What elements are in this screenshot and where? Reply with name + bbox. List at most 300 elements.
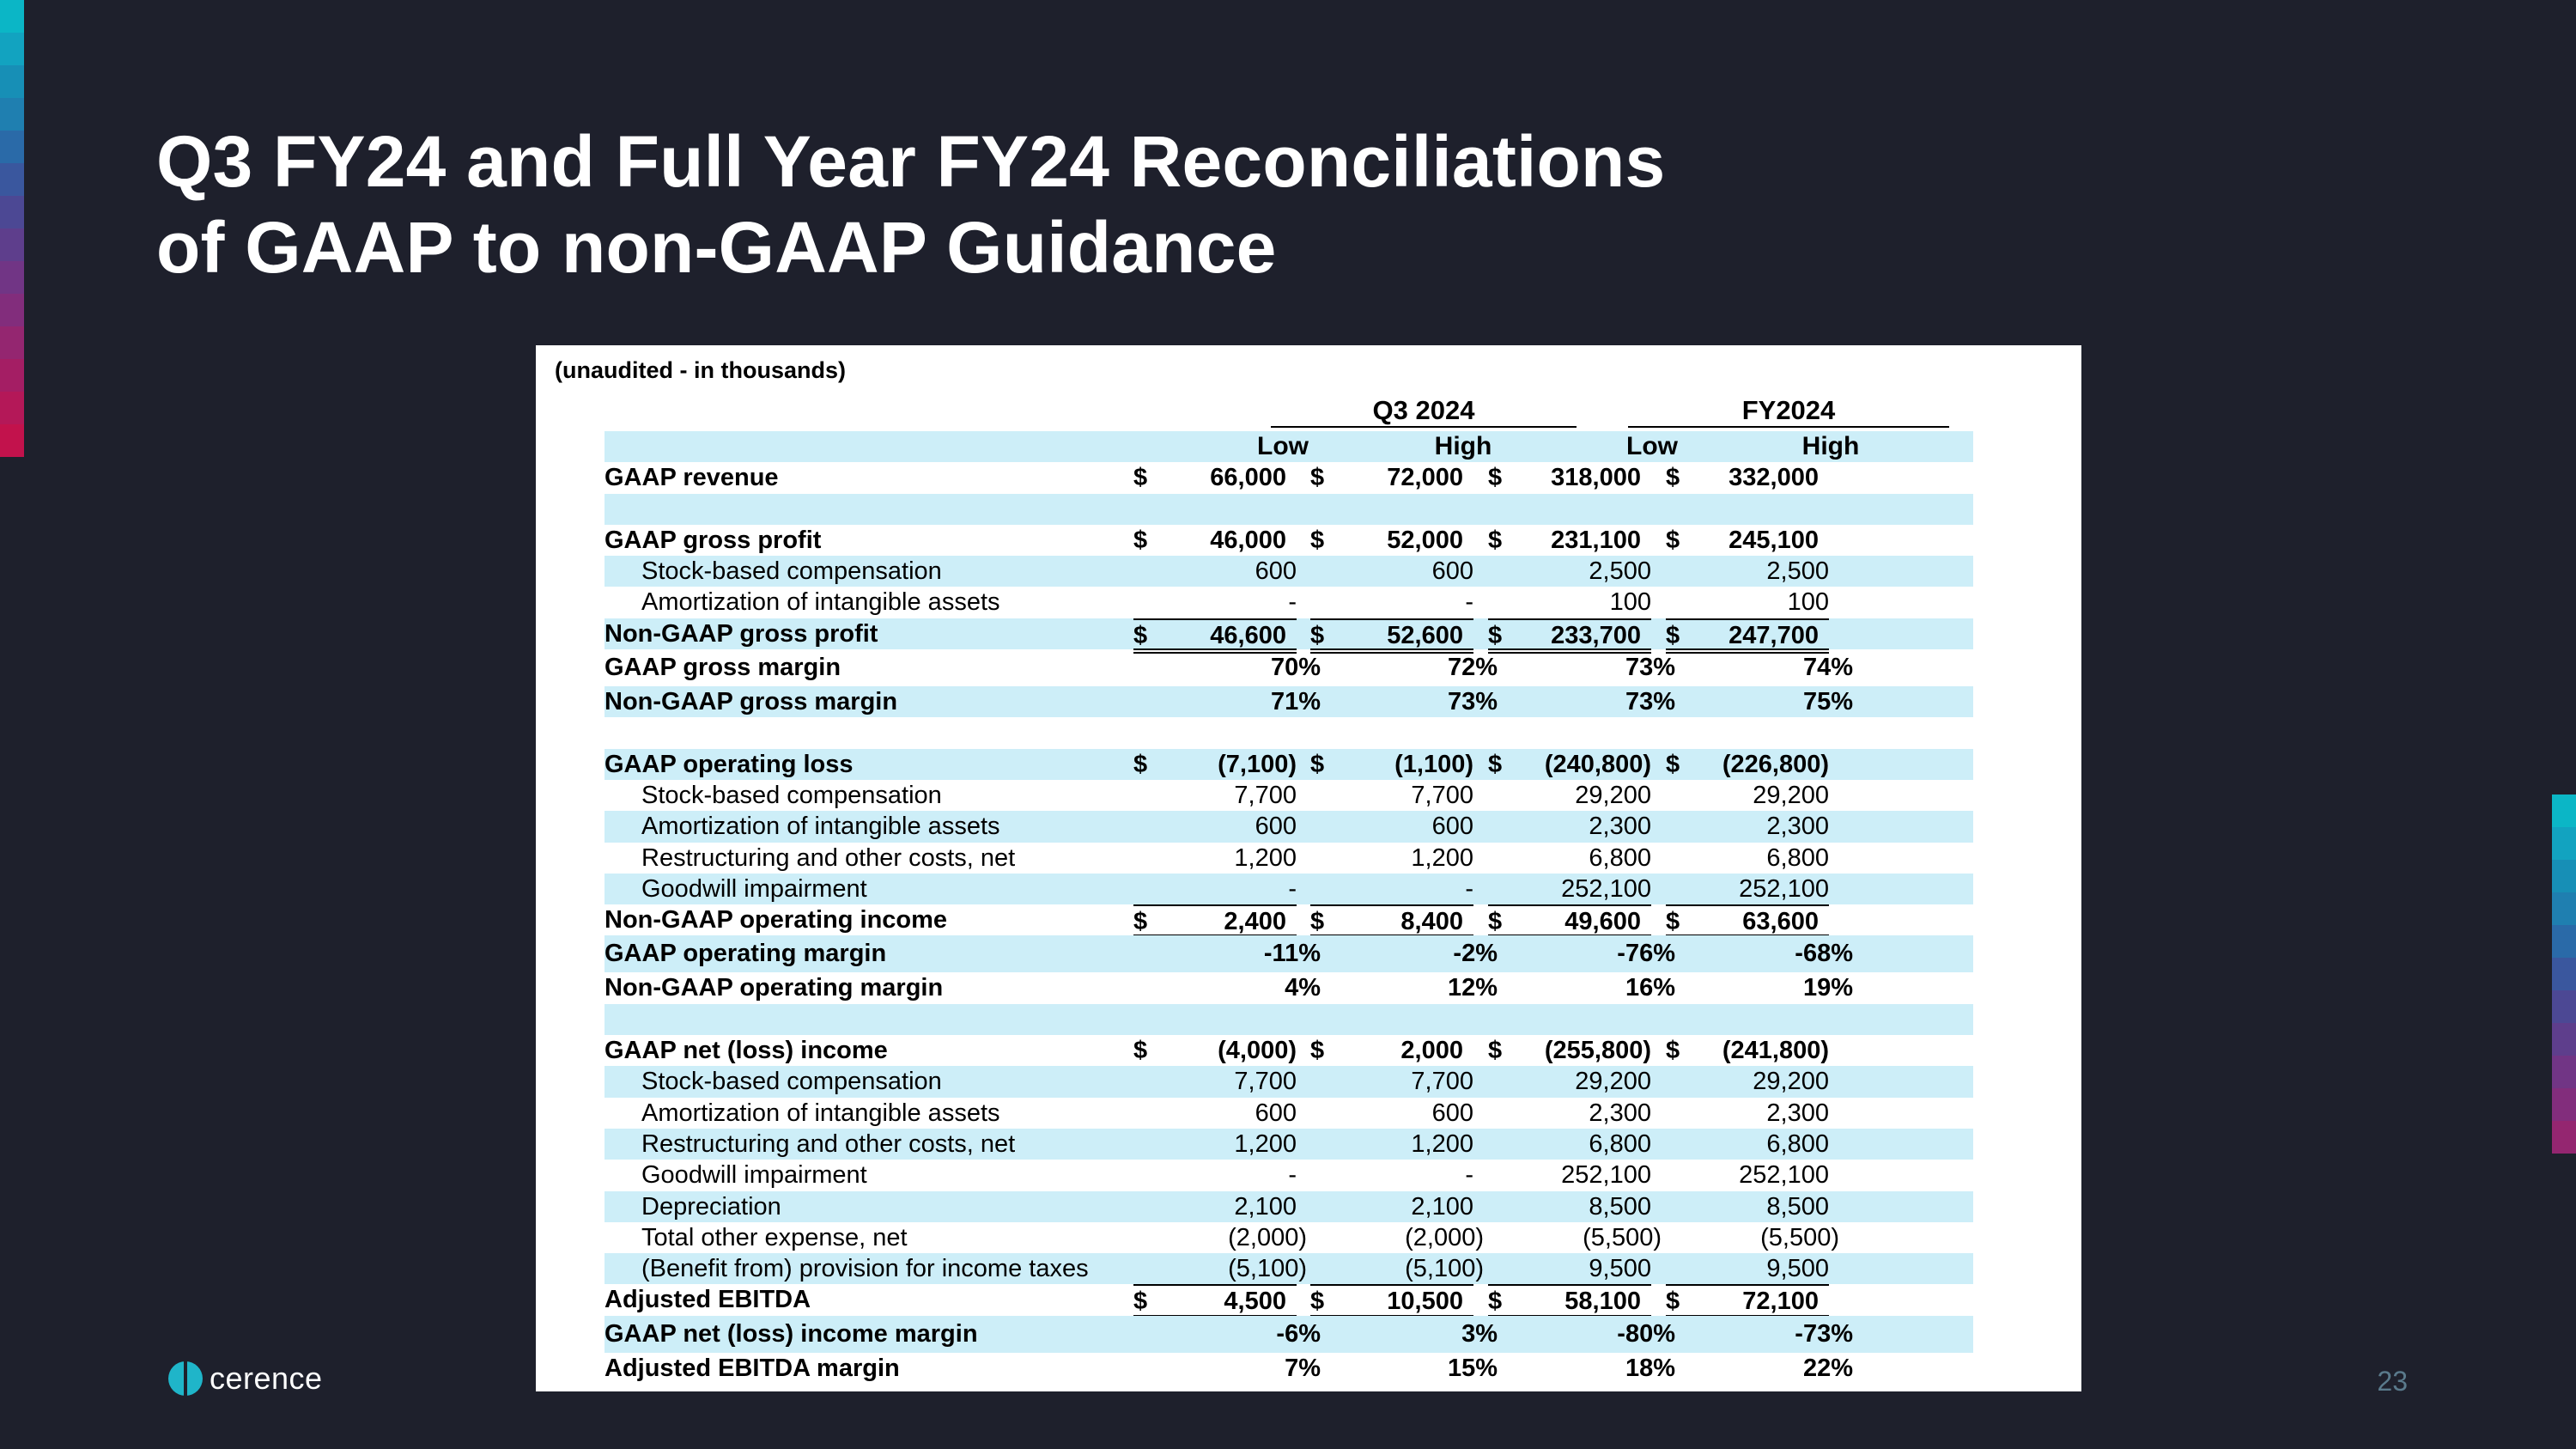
- value-cell: [1310, 1222, 1484, 1253]
- row-label: GAAP net (loss) income: [605, 1037, 888, 1065]
- cell-value: 52,000: [1387, 526, 1463, 554]
- cell-value: 63,600: [1742, 908, 1819, 936]
- row-label: Restructuring and other costs, net: [641, 1129, 1016, 1158]
- value-cell: [1310, 1191, 1473, 1222]
- value-cell: [1666, 1222, 1839, 1253]
- stripe-segment: [0, 196, 24, 228]
- reconciliation-table-panel: [536, 345, 2081, 1391]
- table-row: [605, 649, 1973, 686]
- cell-value: (5,500): [1760, 1223, 1839, 1251]
- value-cell: [1488, 780, 1651, 811]
- value-cell: [1666, 587, 1829, 618]
- stripe-segment: [2552, 1121, 2576, 1154]
- cerence-logo: [168, 1361, 323, 1397]
- currency-symbol: $: [1666, 464, 1680, 492]
- value-cell: [1133, 618, 1297, 651]
- stripe-segment: [2552, 925, 2576, 958]
- cell-value: 52,600: [1387, 621, 1463, 649]
- right-color-stripe: [2552, 795, 2576, 1154]
- table-row: [605, 525, 1973, 556]
- value-cell: [1310, 649, 1498, 686]
- currency-symbol: $: [1488, 464, 1503, 492]
- cell-value: 1,200: [1411, 1129, 1473, 1158]
- cell-value: 7,700: [1234, 781, 1297, 809]
- currency-symbol: $: [1488, 1288, 1503, 1316]
- value-cell: [1133, 1066, 1297, 1097]
- cell-value: 73%: [1625, 688, 1675, 716]
- cell-value: (7,100): [1218, 750, 1297, 778]
- value-cell: [1133, 811, 1297, 842]
- cell-value: (4,000): [1218, 1037, 1297, 1065]
- cell-value: 3%: [1461, 1319, 1498, 1348]
- cell-value: 2,300: [1766, 813, 1829, 841]
- cell-value: 1,200: [1234, 1129, 1297, 1158]
- currency-symbol: $: [1666, 908, 1680, 936]
- cell-value: 252,100: [1739, 874, 1829, 903]
- stripe-segment: [0, 131, 24, 163]
- row-label: Goodwill impairment: [641, 874, 867, 903]
- cell-value: 18%: [1625, 1354, 1675, 1382]
- currency-symbol: $: [1133, 464, 1148, 492]
- cell-value: 29,200: [1575, 1068, 1651, 1096]
- cell-value: 6,800: [1766, 1129, 1829, 1158]
- group-header-q3-2024: Q3 2024: [1271, 395, 1577, 428]
- currency-symbol: $: [1488, 750, 1503, 778]
- row-label: Goodwill impairment: [641, 1161, 867, 1190]
- value-cell: [1310, 587, 1473, 618]
- currency-symbol: $: [1133, 1288, 1148, 1316]
- row-label: Adjusted EBITDA: [605, 1286, 811, 1314]
- cell-value: 2,100: [1411, 1192, 1473, 1221]
- row-label: GAAP revenue: [605, 464, 779, 492]
- value-cell: [1133, 1035, 1297, 1066]
- currency-symbol: $: [1666, 621, 1680, 649]
- row-label: Stock-based compensation: [641, 1068, 942, 1096]
- group-header-fy2024: FY2024: [1628, 395, 1949, 428]
- cell-value: 318,000: [1551, 464, 1641, 492]
- value-cell: [1666, 462, 1829, 493]
- currency-symbol: $: [1133, 1037, 1148, 1065]
- cell-value: 233,700: [1551, 621, 1641, 649]
- cell-value: 73%: [1447, 688, 1498, 716]
- cell-value: 7%: [1285, 1354, 1321, 1382]
- currency-symbol: $: [1666, 526, 1680, 554]
- value-cell: [1666, 1316, 1853, 1353]
- value-cell: [1133, 525, 1297, 556]
- cell-value: 19%: [1802, 974, 1853, 1002]
- cell-value: 2,300: [1589, 1099, 1651, 1127]
- cell-value: 7,700: [1411, 1068, 1473, 1096]
- cell-value: 600: [1255, 557, 1297, 586]
- row-label: Amortization of intangible assets: [641, 588, 1000, 617]
- cell-value: -: [1465, 874, 1473, 903]
- left-color-stripe: [0, 0, 24, 457]
- cell-value: 9,500: [1589, 1255, 1651, 1283]
- value-cell: [1666, 556, 1829, 587]
- currency-symbol: $: [1310, 1037, 1325, 1065]
- value-cell: [1666, 649, 1853, 686]
- row-label: Total other expense, net: [641, 1223, 908, 1251]
- value-cell: [1310, 811, 1473, 842]
- value-cell: [1133, 462, 1297, 493]
- stripe-segment: [0, 163, 24, 196]
- cell-value: 600: [1255, 1099, 1297, 1127]
- value-cell: [1310, 780, 1473, 811]
- currency-symbol: $: [1666, 1288, 1680, 1316]
- value-cell: [1310, 1353, 1498, 1384]
- value-cell: [1666, 843, 1829, 874]
- cell-value: 252,100: [1561, 1161, 1651, 1190]
- value-cell: [1133, 1222, 1307, 1253]
- cell-value: 66,000: [1210, 464, 1286, 492]
- cell-value: 29,200: [1753, 1068, 1829, 1096]
- reconciliation-table: [605, 431, 1973, 1384]
- value-cell: [1310, 972, 1498, 1003]
- value-cell: [1133, 843, 1297, 874]
- value-cell: [1488, 649, 1675, 686]
- cell-value: 7,700: [1411, 781, 1473, 809]
- currency-symbol: $: [1310, 1288, 1325, 1316]
- cell-value: 100: [1787, 588, 1829, 617]
- row-label: Depreciation: [641, 1192, 781, 1221]
- row-label: Non-GAAP operating income: [605, 906, 948, 935]
- cell-value: (5,500): [1583, 1223, 1662, 1251]
- value-cell: [1666, 525, 1829, 556]
- value-cell: [1488, 811, 1651, 842]
- table-row: [605, 1222, 1973, 1253]
- cell-value: 247,700: [1728, 621, 1819, 649]
- cell-value: 2,500: [1766, 557, 1829, 586]
- value-cell: [1488, 1066, 1651, 1097]
- currency-symbol: $: [1310, 621, 1325, 649]
- cell-value: 49,600: [1564, 908, 1641, 936]
- table-row: [605, 874, 1973, 904]
- cell-value: 58,100: [1564, 1288, 1641, 1316]
- value-cell: [1310, 1066, 1473, 1097]
- cell-value: 72%: [1447, 654, 1498, 682]
- value-cell: [1488, 462, 1651, 493]
- value-cell: [1666, 904, 1829, 937]
- cell-value: 6,800: [1766, 843, 1829, 872]
- stripe-segment: [0, 294, 24, 326]
- subheader-row: [605, 431, 1973, 462]
- stripe-segment: [2552, 892, 2576, 925]
- value-cell: [1488, 972, 1675, 1003]
- currency-symbol: $: [1488, 526, 1503, 554]
- value-cell: [1133, 1129, 1297, 1160]
- table-row: [605, 686, 1973, 717]
- value-cell: [1133, 1098, 1297, 1129]
- value-cell: [1666, 1160, 1829, 1190]
- cell-value: 4,500: [1224, 1288, 1286, 1316]
- stripe-segment: [2552, 990, 2576, 1023]
- cell-value: -2%: [1453, 940, 1498, 968]
- table-row: [605, 587, 1973, 618]
- table-row: [605, 1004, 1973, 1035]
- value-cell: [1666, 1129, 1829, 1160]
- value-cell: [1310, 556, 1473, 587]
- table-row: [605, 1353, 1973, 1384]
- value-cell: [1666, 1066, 1829, 1097]
- stripe-segment: [2552, 795, 2576, 827]
- cell-value: 46,000: [1210, 526, 1286, 554]
- subheader-high: High: [1434, 432, 1492, 460]
- row-label: GAAP operating margin: [605, 940, 887, 968]
- value-cell: [1488, 1353, 1675, 1384]
- page-title: [156, 119, 1665, 290]
- value-cell: [1133, 1160, 1297, 1190]
- cell-value: 10,500: [1387, 1288, 1463, 1316]
- value-cell: [1310, 1035, 1473, 1066]
- value-cell: [1133, 587, 1297, 618]
- row-label: (Benefit from) provision for income taxes: [641, 1255, 1089, 1283]
- table-row: [605, 462, 1973, 493]
- value-cell: [1310, 1284, 1473, 1317]
- cell-value: 245,100: [1728, 526, 1819, 554]
- value-cell: [1133, 1191, 1297, 1222]
- cell-value: 9,500: [1766, 1255, 1829, 1283]
- stripe-segment: [2552, 827, 2576, 860]
- row-label: Amortization of intangible assets: [641, 813, 1000, 841]
- cell-value: (5,100): [1405, 1255, 1484, 1283]
- stripe-segment: [0, 228, 24, 261]
- stripe-segment: [0, 261, 24, 294]
- stripe-segment: [2552, 1088, 2576, 1121]
- value-cell: [1666, 686, 1853, 717]
- value-cell: [1310, 1160, 1473, 1190]
- value-cell: [1133, 1284, 1297, 1317]
- value-cell: [1310, 686, 1498, 717]
- value-cell: [1310, 462, 1473, 493]
- currency-symbol: $: [1310, 526, 1325, 554]
- cell-value: 100: [1609, 588, 1651, 617]
- value-cell: [1310, 525, 1473, 556]
- cerence-logo-text: cerence: [210, 1361, 323, 1396]
- table-row: [605, 1316, 1973, 1353]
- value-cell: [1666, 1098, 1829, 1129]
- row-label: GAAP gross margin: [605, 654, 841, 682]
- row-label: Non-GAAP gross margin: [605, 688, 898, 716]
- cell-value: -11%: [1263, 940, 1321, 968]
- table-row: [605, 1253, 1973, 1284]
- value-cell: [1310, 1253, 1484, 1284]
- currency-symbol: $: [1133, 621, 1148, 649]
- table-row: [605, 1284, 1973, 1315]
- unaudited-note: (unaudited - in thousands): [555, 357, 846, 383]
- value-cell: [1310, 874, 1473, 904]
- cell-value: 22%: [1802, 1354, 1853, 1382]
- value-cell: [1488, 686, 1675, 717]
- row-label: Non-GAAP gross profit: [605, 619, 878, 648]
- cell-value: 75%: [1802, 688, 1853, 716]
- row-label: GAAP net (loss) income margin: [605, 1319, 978, 1348]
- table-row: [605, 935, 1973, 972]
- stripe-segment: [0, 424, 24, 457]
- page-number: 23: [2377, 1366, 2408, 1397]
- table-row: [605, 1066, 1973, 1097]
- value-cell: [1488, 525, 1651, 556]
- cell-value: -80%: [1617, 1319, 1675, 1348]
- value-cell: [1488, 904, 1651, 937]
- stripe-segment: [2552, 958, 2576, 990]
- row-label: Amortization of intangible assets: [641, 1099, 1000, 1127]
- row-label: GAAP gross profit: [605, 526, 822, 554]
- cell-value: 4%: [1285, 974, 1321, 1002]
- cell-value: 231,100: [1551, 526, 1641, 554]
- cell-value: 2,000: [1400, 1037, 1463, 1065]
- value-cell: [1488, 1191, 1651, 1222]
- currency-symbol: $: [1488, 1037, 1503, 1065]
- cell-value: 72,100: [1742, 1288, 1819, 1316]
- stripe-segment: [2552, 1023, 2576, 1056]
- stripe-segment: [0, 98, 24, 131]
- stripe-segment: [0, 326, 24, 359]
- row-label: Restructuring and other costs, net: [641, 843, 1016, 872]
- cell-value: 72,000: [1387, 464, 1463, 492]
- cell-value: 6,800: [1589, 1129, 1651, 1158]
- value-cell: [1488, 874, 1651, 904]
- cell-value: 8,500: [1589, 1192, 1651, 1221]
- value-cell: [1133, 904, 1297, 937]
- cell-value: 70%: [1270, 654, 1321, 682]
- cell-value: 12%: [1447, 974, 1498, 1002]
- table-row: [605, 1129, 1973, 1160]
- cell-value: 46,600: [1210, 621, 1286, 649]
- cell-value: -68%: [1795, 940, 1853, 968]
- table-row: [605, 1160, 1973, 1190]
- row-label: Stock-based compensation: [641, 557, 942, 586]
- cell-value: 29,200: [1753, 781, 1829, 809]
- currency-symbol: $: [1310, 908, 1325, 936]
- value-cell: [1488, 1316, 1675, 1353]
- value-cell: [1488, 749, 1651, 780]
- cell-value: 600: [1431, 1099, 1473, 1127]
- table-row: [605, 1191, 1973, 1222]
- cell-value: 252,100: [1561, 874, 1651, 903]
- cell-value: -73%: [1795, 1319, 1853, 1348]
- cell-value: 15%: [1447, 1354, 1498, 1382]
- cell-value: 8,500: [1766, 1192, 1829, 1221]
- value-cell: [1488, 843, 1651, 874]
- value-cell: [1133, 874, 1297, 904]
- value-cell: [1488, 1160, 1651, 1190]
- value-cell: [1666, 780, 1829, 811]
- cell-value: 71%: [1270, 688, 1321, 716]
- cell-value: (226,800): [1722, 750, 1829, 778]
- cell-value: 29,200: [1575, 781, 1651, 809]
- table-row: [605, 811, 1973, 842]
- cell-value: 600: [1431, 557, 1473, 586]
- row-label: GAAP operating loss: [605, 750, 854, 778]
- stripe-segment: [2552, 860, 2576, 892]
- value-cell: [1666, 1284, 1829, 1317]
- value-cell: [1488, 1129, 1651, 1160]
- subheader-low: Low: [1626, 432, 1678, 460]
- value-cell: [1310, 618, 1473, 651]
- table-row: [605, 618, 1973, 649]
- value-cell: [1488, 618, 1651, 651]
- cell-value: 600: [1431, 813, 1473, 841]
- value-cell: [1133, 780, 1297, 811]
- value-cell: [1133, 935, 1321, 972]
- value-cell: [1310, 843, 1473, 874]
- cell-value: -: [1465, 588, 1473, 617]
- cell-value: (255,800): [1544, 1037, 1651, 1065]
- currency-symbol: $: [1133, 750, 1148, 778]
- stripe-segment: [0, 359, 24, 392]
- currency-symbol: $: [1666, 750, 1680, 778]
- value-cell: [1666, 1191, 1829, 1222]
- value-cell: [1133, 649, 1321, 686]
- value-cell: [1666, 1353, 1853, 1384]
- cell-value: (2,000): [1405, 1223, 1484, 1251]
- cell-value: 8,400: [1400, 908, 1463, 936]
- title-line-1: Q3 FY24 and Full Year FY24 Reconciliations: [156, 121, 1666, 202]
- value-cell: [1666, 935, 1853, 972]
- cell-value: 252,100: [1739, 1161, 1829, 1190]
- cell-value: 16%: [1625, 974, 1675, 1002]
- value-cell: [1488, 1253, 1651, 1284]
- currency-symbol: $: [1488, 621, 1503, 649]
- value-cell: [1310, 1129, 1473, 1160]
- table-row: [605, 780, 1973, 811]
- value-cell: [1488, 1284, 1651, 1317]
- cell-value: (240,800): [1544, 750, 1651, 778]
- cerence-logo-mark-icon: [168, 1361, 203, 1396]
- value-cell: [1310, 1316, 1498, 1353]
- table-row: [605, 749, 1973, 780]
- currency-symbol: $: [1133, 526, 1148, 554]
- value-cell: [1666, 749, 1829, 780]
- cell-value: 2,100: [1234, 1192, 1297, 1221]
- stripe-segment: [0, 392, 24, 424]
- cell-value: -: [1288, 874, 1297, 903]
- cell-value: 2,300: [1589, 813, 1651, 841]
- value-cell: [1310, 1098, 1473, 1129]
- table-row: [605, 717, 1973, 748]
- value-cell: [1488, 1222, 1662, 1253]
- row-label: Stock-based compensation: [641, 781, 942, 809]
- value-cell: [1666, 874, 1829, 904]
- table-row: [605, 556, 1973, 587]
- value-cell: [1310, 935, 1498, 972]
- cell-value: -76%: [1617, 940, 1675, 968]
- table-row: [605, 1035, 1973, 1066]
- cell-value: 74%: [1802, 654, 1853, 682]
- subheader-low: Low: [1257, 432, 1309, 460]
- cell-value: 73%: [1625, 654, 1675, 682]
- value-cell: [1310, 749, 1473, 780]
- row-label: Non-GAAP operating margin: [605, 974, 944, 1002]
- value-cell: [1666, 811, 1829, 842]
- cell-value: -6%: [1276, 1319, 1321, 1348]
- cell-value: (241,800): [1722, 1037, 1829, 1065]
- value-cell: [1310, 904, 1473, 937]
- table-row: [605, 843, 1973, 874]
- value-cell: [1133, 556, 1297, 587]
- value-cell: [1488, 556, 1651, 587]
- currency-symbol: $: [1666, 1037, 1680, 1065]
- value-cell: [1133, 1353, 1321, 1384]
- cell-value: 6,800: [1589, 843, 1651, 872]
- row-label: Adjusted EBITDA margin: [605, 1354, 900, 1382]
- value-cell: [1133, 1316, 1321, 1353]
- table-row: [605, 904, 1973, 935]
- cell-value: 2,300: [1766, 1099, 1829, 1127]
- value-cell: [1666, 1035, 1829, 1066]
- title-line-2: of GAAP to non-GAAP Guidance: [156, 207, 1277, 288]
- cell-value: -: [1465, 1161, 1473, 1190]
